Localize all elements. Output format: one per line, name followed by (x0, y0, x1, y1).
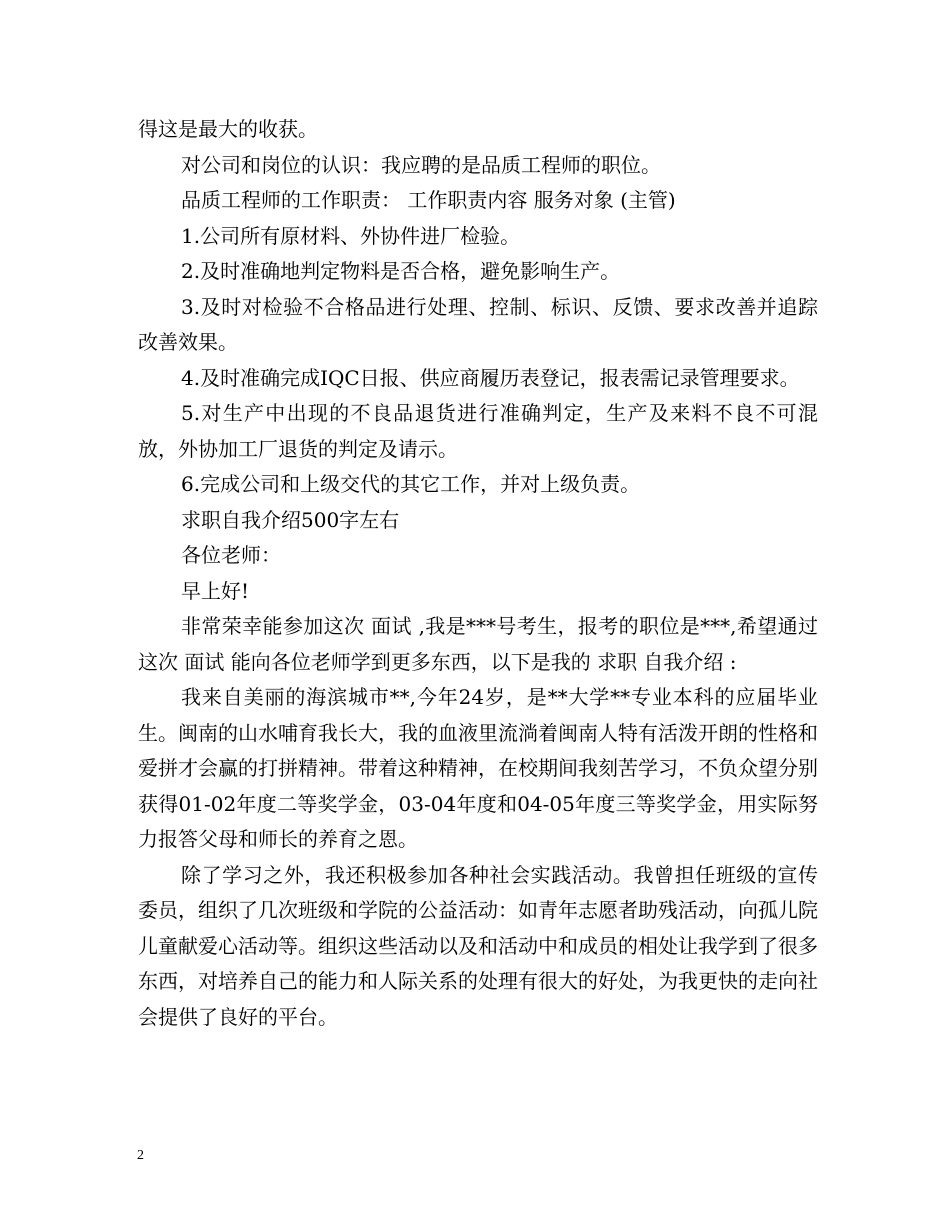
salutation: 各位老师： (181, 543, 281, 567)
paragraph-continuation: 得这是最大的收获。 (138, 117, 318, 141)
paragraph: 除了学习之外，我还积极参加各种社会实践活动。我曾担任班级的宣传委员，组织了几次班级和学院的公益活动：如青年志愿者助残活动，向孤儿院儿童献爱心活动等。组织这些活动以及和活动中和成员的相处让我学到了很多东西，对培养自己的能力和人际关系的处理有很大的好处，为我更快的走向社会提供了良好的平台。 (138, 862, 818, 1029)
paragraph: 非常荣幸能参加这次 面试 ,我是***号考生，报考的职位是***,希望通过这次 面试 能向各位老师学到更多东西，以下是我的 求职 自我介绍 : (138, 614, 818, 674)
paragraph: 品质工程师的工作职责： 工作职责内容 服务对象 (主管) (181, 188, 676, 212)
paragraph: 对公司和岗位的认识：我应聘的是品质工程师的职位。 (181, 152, 661, 177)
greeting: 早上好! (181, 578, 250, 603)
section-heading: 求职自我介绍500字左右 (181, 507, 400, 532)
page-number: 2 (137, 1148, 144, 1163)
list-item: 5.对生产中出现的不良品退货进行准确判定，生产及来料不良不可混放，外协加工厂退货的判定及请示。 (138, 401, 818, 461)
paragraph: 我来自美丽的海滨城市**,今年24岁，是**大学**专业本科的应届毕业生。闽南的山水哺育我长大，我的血液里流淌着闽南人特有活泼开朗的性格和爱拼才会赢的打拼精神。带着这种精神，在校期间我刻苦学习，不负众望分别获得01-02年度二等奖学金，03-04年度和04-05年度三等奖学金，用实际努力报答父母和师长的养育之恩。 (138, 685, 818, 851)
document-body (138, 112, 818, 1035)
list-item: 1.公司所有原材料、外协件进厂检验。 (181, 223, 521, 248)
list-item: 4.及时准确完成IQC日报、供应商履历表登记，报表需记录管理要求。 (181, 365, 800, 390)
list-item: 2.及时准确地判定物料是否合格，避免影响生产。 (181, 259, 621, 283)
list-item: 6.完成公司和上级交代的其它工作，并对上级负责。 (181, 472, 641, 496)
list-item: 3.及时对检验不合格品进行处理、控制、标识、反馈、要求改善并追踪改善效果。 (138, 294, 818, 354)
